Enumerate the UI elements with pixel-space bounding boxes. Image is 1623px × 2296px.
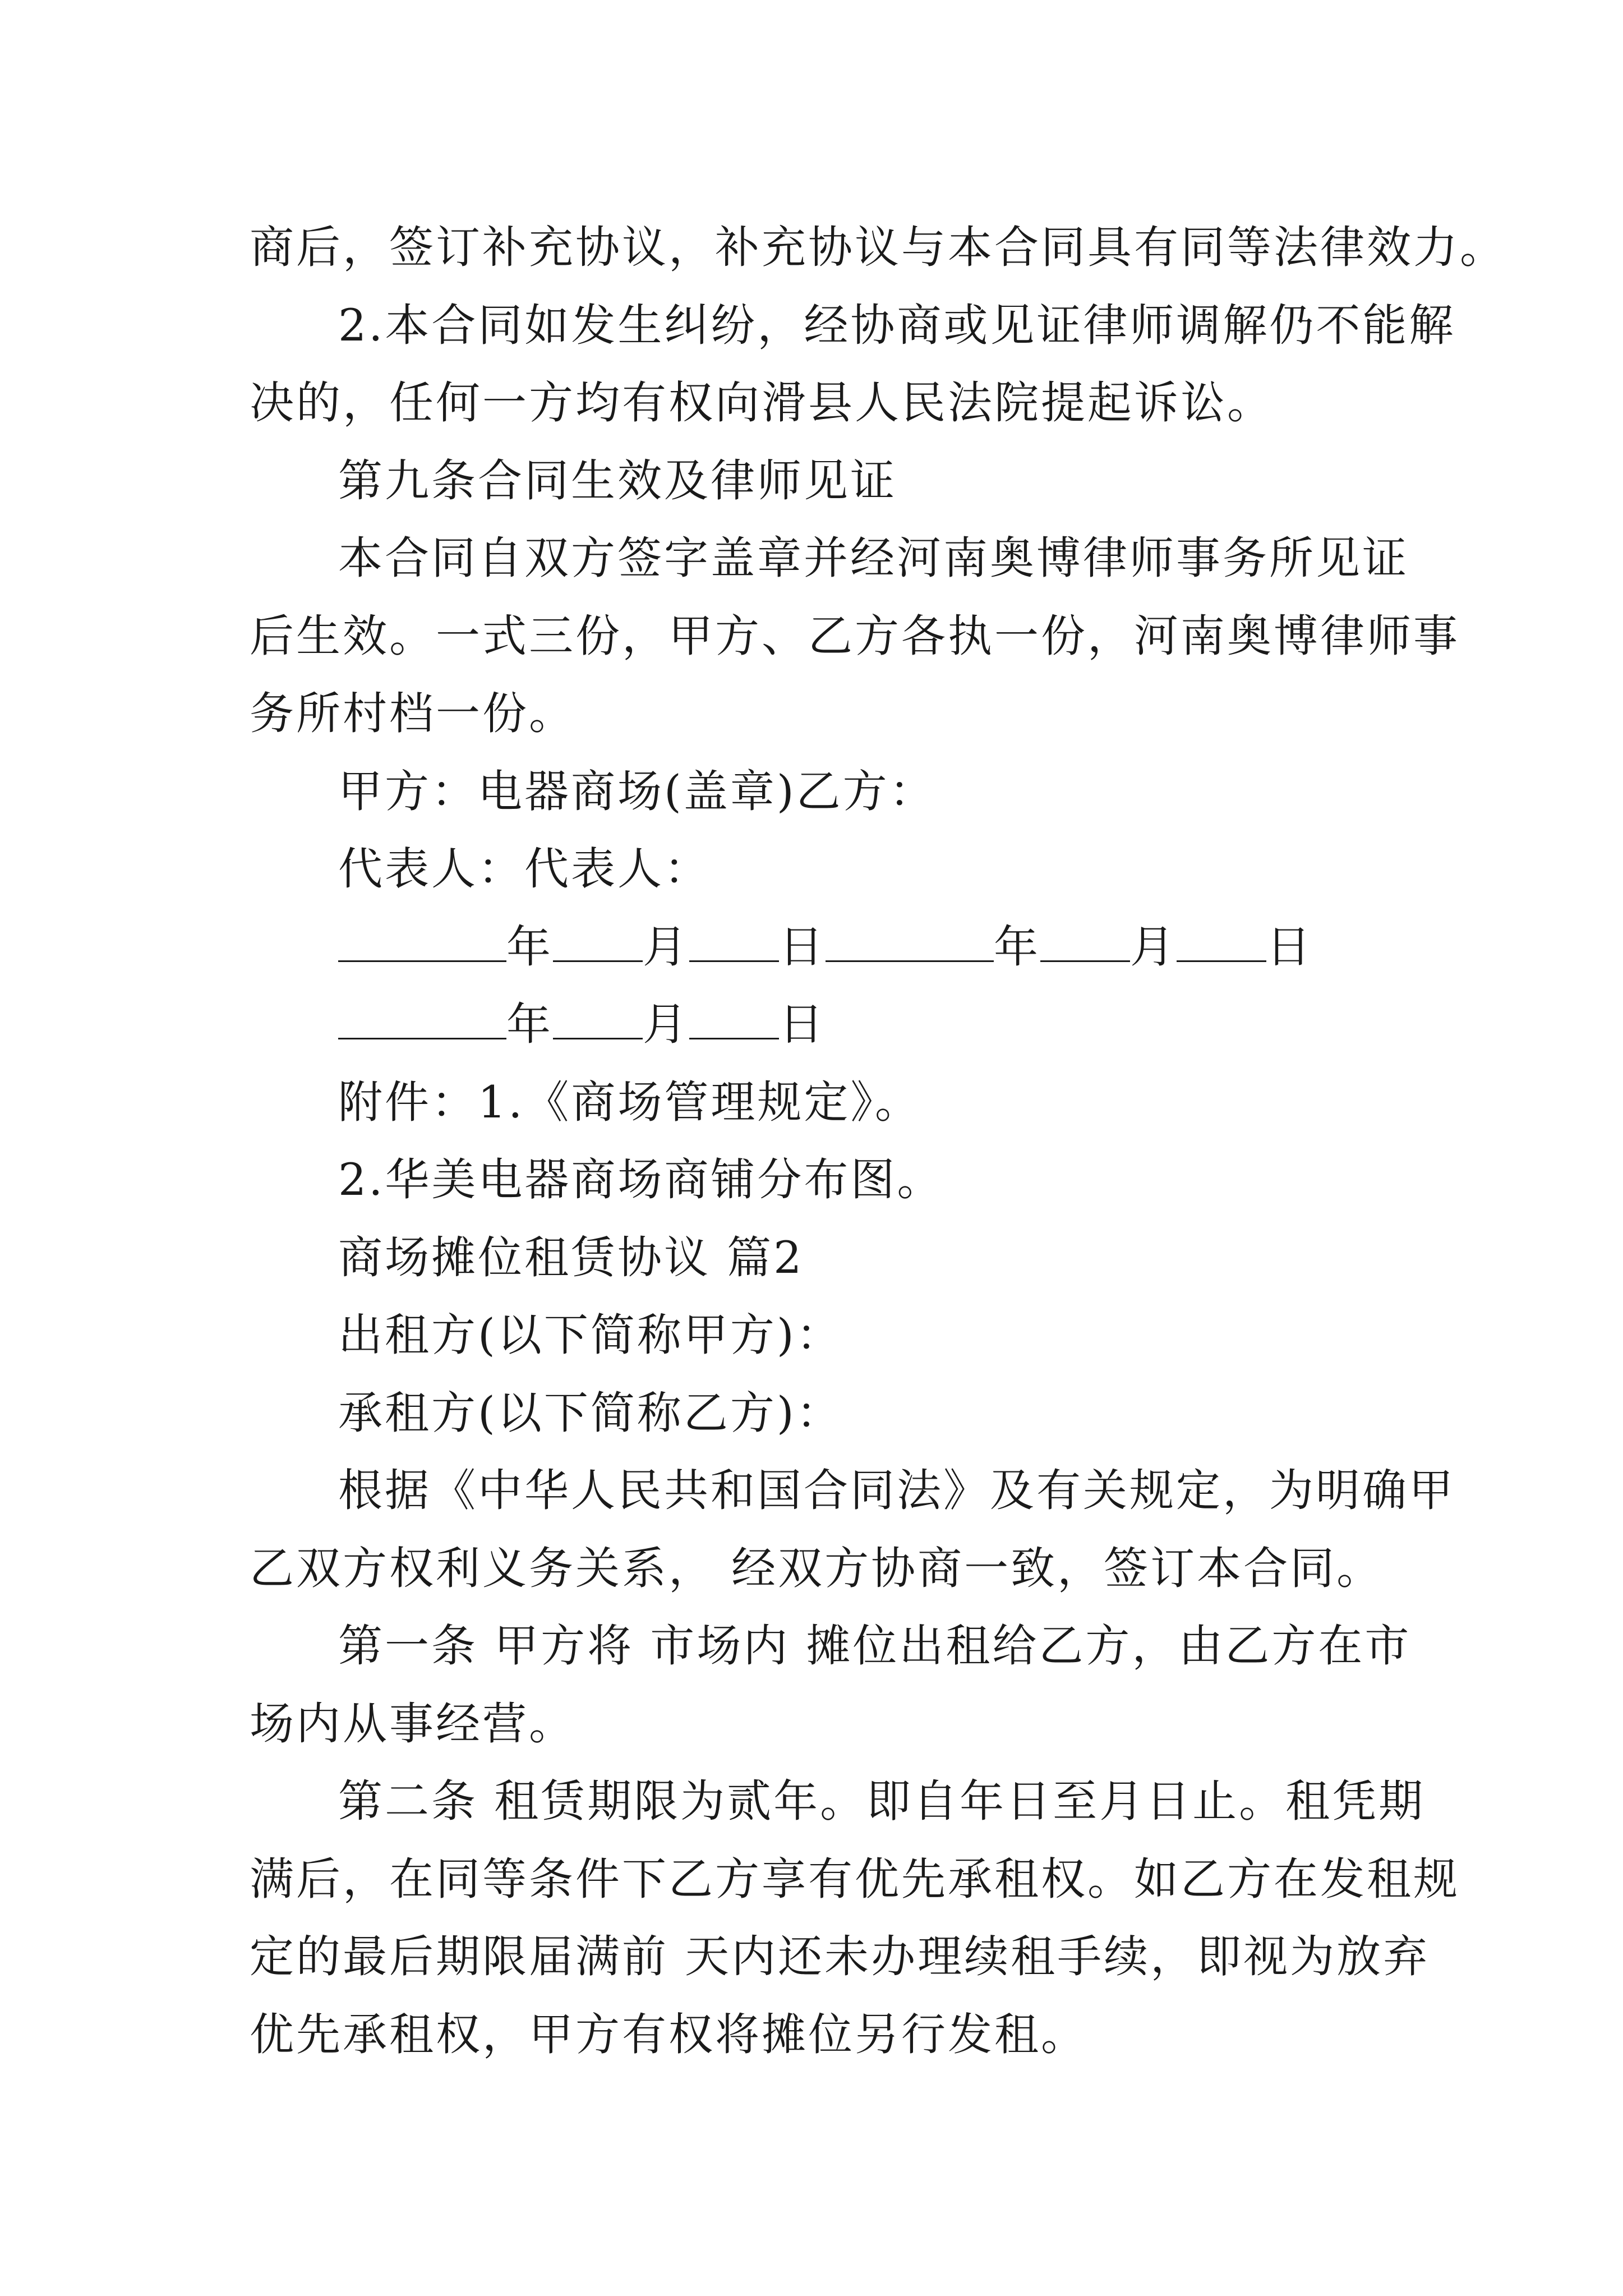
date-day-char: 日 bbox=[779, 999, 826, 1050]
paragraph-line: 决的，任何一方均有权向滑县人民法院提起诉讼。 bbox=[250, 377, 1274, 429]
signature-representatives: 代表人：代表人： bbox=[338, 843, 711, 895]
date-month-char: 月 bbox=[1130, 921, 1177, 973]
date-year-char: 年 bbox=[506, 999, 553, 1050]
blank-field bbox=[1177, 926, 1266, 962]
paragraph-line: 乙双方权利义务关系， 经双方协商一致，签订本合同。 bbox=[250, 1542, 1384, 1594]
signature-parties: 甲方：电器商场(盖章)乙方： bbox=[338, 765, 936, 817]
blank-field bbox=[553, 926, 643, 962]
paragraph-line: 满后，在同等条件下乙方享有优先承租权。如乙方在发租规 bbox=[250, 1853, 1460, 1905]
paragraph-line: 商后，签订补充协议，补充协议与本合同具有同等法律效力。 bbox=[250, 222, 1506, 273]
signature-date-line bbox=[250, 908, 1388, 986]
date-day-char: 日 bbox=[779, 921, 826, 973]
blank-field bbox=[689, 926, 779, 962]
blank-field bbox=[826, 926, 994, 962]
lessee-line: 承租方(以下简称乙方)： bbox=[338, 1387, 843, 1439]
paragraph-line: 务所村档一份。 bbox=[250, 688, 575, 739]
paragraph-line: 优先承租权，甲方有权将摊位另行发租。 bbox=[250, 2008, 1087, 2060]
blank-field bbox=[338, 926, 506, 962]
date-day-char: 日 bbox=[1266, 921, 1313, 973]
contract-text bbox=[250, 209, 1506, 2073]
attachment-line: 2.华美电器商场商铺分布图。 bbox=[338, 1154, 944, 1205]
paragraph-line: 场内从事经营。 bbox=[250, 1697, 575, 1750]
date-year-char: 年 bbox=[506, 921, 553, 973]
article-heading: 第九条合同生效及律师见证 bbox=[338, 454, 897, 507]
blank-field bbox=[689, 1003, 779, 1039]
attachment-line: 附件：1.《商场管理规定》。 bbox=[338, 1076, 921, 1128]
date-month-char: 月 bbox=[643, 921, 689, 973]
section-title: 商场摊位租赁协议 篇2 bbox=[338, 1231, 804, 1283]
paragraph-line: 根据《中华人民共和国合同法》及有关规定，为明确甲 bbox=[338, 1465, 1455, 1516]
signature-date-line bbox=[250, 986, 1388, 1064]
blank-field bbox=[1040, 926, 1130, 962]
blank-field bbox=[553, 1003, 643, 1039]
date-month-char: 月 bbox=[643, 999, 689, 1050]
paragraph-line: 后生效。一式三份，甲方、乙方各执一份，河南奥博律师事 bbox=[250, 610, 1460, 662]
lessor-line: 出租方(以下简称甲方)： bbox=[338, 1309, 843, 1361]
date-year-char: 年 bbox=[994, 921, 1040, 973]
paragraph-line: 第一条 甲方将 市场内 摊位出租给乙方，由乙方在市 bbox=[338, 1620, 1412, 1672]
blank-field bbox=[338, 1003, 506, 1039]
paragraph-line: 定的最后期限届满前 天内还未办理续租手续，即视为放弃 bbox=[250, 1931, 1430, 1982]
paragraph-line: 2.本合同如发生纠纷，经协商或见证律师调解仍不能解 bbox=[338, 299, 1456, 351]
paragraph-line: 第二条 租赁期限为贰年。即自年日至月日止。租凭期 bbox=[338, 1775, 1426, 1827]
paragraph-line: 本合同自双方签字盖章并经河南奥博律师事务所见证 bbox=[338, 532, 1409, 584]
